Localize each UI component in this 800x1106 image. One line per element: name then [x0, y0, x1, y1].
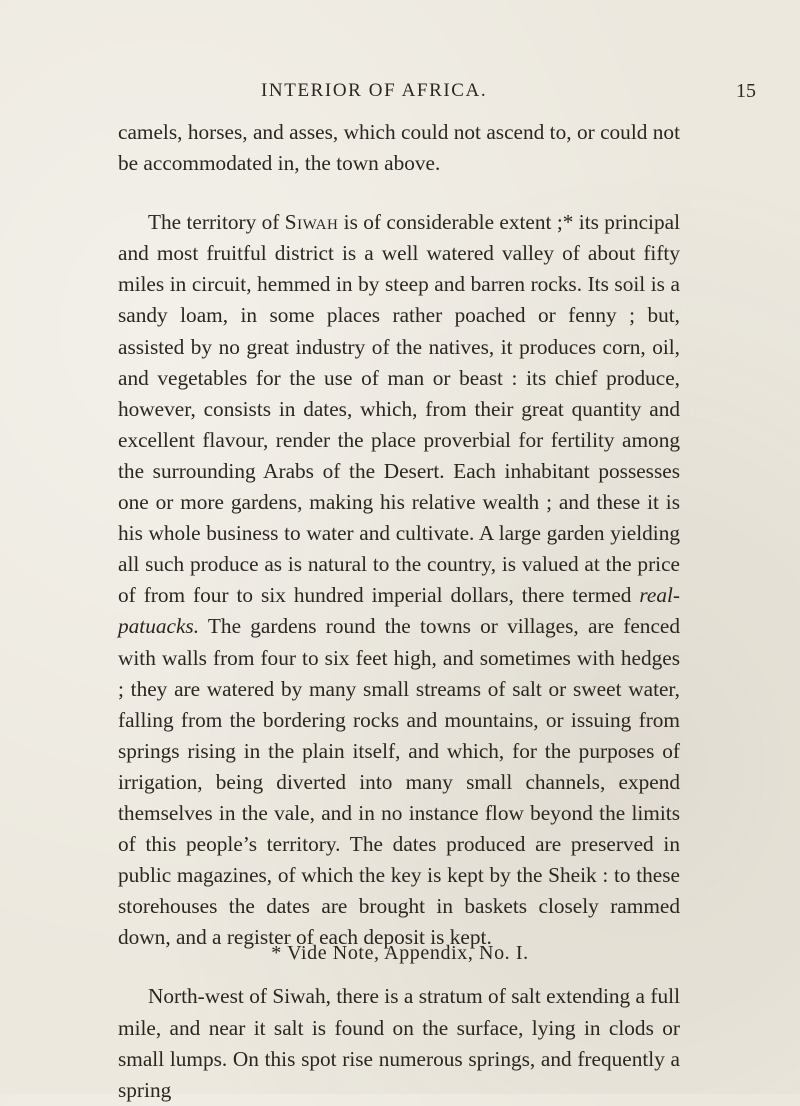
paragraph-text: The gardens round the towns or villages, are fenced with walls from four to six feet high, and sometimes with hedges ; they are watered by many small streams of salt or sweet water, falling from the bordering rocks and mountains, or issuing from springs rising in the plain itself, and which, for the purposes of irrigation, being diverted into many small channels, expend themselves in the vale, and in no instance flow beyond the limits of this people’s territory. The dates produced are preserved in public magazines, of which the key is kept by the Sheik : to these storehouses the dates are brought in baskets closely rammed down, and a register of each deposit is kept. [118, 614, 680, 950]
running-head-title: INTERIOR OF AFRICA. [261, 80, 488, 101]
paragraph-continuation [118, 117, 680, 179]
paragraph-territory [118, 207, 680, 953]
paragraph-text: North-west of Siwah, there is a stratum of salt extending a full mile, and near it salt is found on the surface, lying in clods or small lumps. On this spot rise numerous springs, and frequently a spring [118, 984, 680, 1102]
footnote: * Vide Note, Appendix, No. I. [271, 942, 529, 964]
page-number: 15 [736, 80, 756, 102]
term-real-patuacks: real-patuacks. [118, 583, 680, 639]
paragraph-gap [118, 179, 680, 207]
paragraph-text: The territory of [148, 210, 285, 235]
paragraph-text: camels, horses, and asses, which could not ascend to, or could not be accommodated in, the town above. [118, 120, 680, 176]
paragraph-text: is of considerable extent ;* its principal and most fruitful district is a well watered valley of about fifty miles in circuit, hemmed in by steep and barren rocks. Its soil is a sandy loam, in some places rather poached or fenny ; but, assisted by no great industry of the natives, it produces corn, oil, and vegetables for the use of man or beast : its chief produce, however, consists in dates, which, from their great quantity and excellent flavour, render the place proverbial for fertility among the surrounding Arabs of the Desert. Each inhabitant possesses one or more gardens, making his relative wealth ; and these it is his whole business to water and cultivate. A large garden yielding all such produce as is natural to the country, is valued at the price of from four to six hundred imperial dollars, there termed [118, 210, 680, 608]
place-name-siwah: Siwah [284, 210, 339, 235]
paragraph-salt-stratum [118, 981, 680, 1105]
running-head [0, 80, 800, 110]
